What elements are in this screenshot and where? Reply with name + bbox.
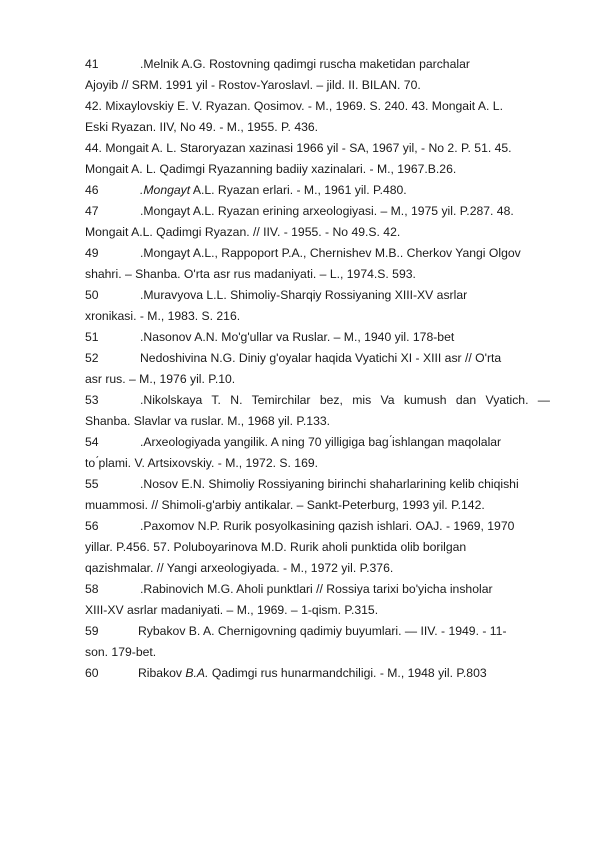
ref-text: .Mongayt A.L. Ryazan erining arxeologiyasi. – M., 1975 yil. P.287. 48. [140, 204, 514, 218]
ref-text: Shanba. Slavlar va ruslar. M., 1968 yil. P.133. [85, 414, 331, 428]
ref-text: .Arxeologiyada yangilik. A ning 70 yilligiga bag ́ishlangan maqolalar [140, 435, 502, 449]
ref-text-rest: Qadimgi rus hunarmandchiligi. - M., 1948 yil. P.803 [208, 666, 487, 680]
ref-text: .Paxomov N.P. Rurik posyolkasining qazish ishlari. OAJ. - 1969, 1970 [140, 519, 515, 533]
ref-text: asr rus. – M., 1976 yil. P.10. [85, 372, 236, 386]
ref-text: .Nasonov A.N. Mo'g'ullar va Ruslar. – M., 1940 yil. 178-bet [140, 330, 455, 344]
ref-text: Eski Ryazan. IIV, No 49. - M., 1955. P. 436. [85, 120, 319, 134]
ref-number: 58 [85, 582, 99, 596]
ref-number: 55 [85, 477, 99, 491]
ref-text: .Mongayt A.L., Rappoport P.A., Chernishev M.B.. Cherkov Yangi Olgov [140, 246, 521, 260]
ref-text: .Muravyova L.L. Shimoliy-Sharqiy Rossiyaning XIII-XV asrlar [140, 288, 468, 302]
ref-text-rest: A.L. Ryazan erlari. - M., 1961 yil. P.480. [190, 183, 407, 197]
ref-number: 41 [85, 57, 99, 71]
ref-text: Nedoshivina N.G. Diniy g'oyalar haqida Vyatichi XI - XIII asr // O'rta [140, 351, 502, 365]
ref-number: 46 [85, 183, 99, 197]
ref-text: son. 179-bet. [85, 645, 157, 659]
ref-text [140, 182, 407, 198]
ref-text: 42. Mixaylovskiy E. V. Ryazan. Qosimov. - M., 1969. S. 240. 43. Mongait A. L. [85, 99, 503, 113]
ref-number: 47 [85, 204, 99, 218]
ref-text: Mongait A. L. Qadimgi Ryazanning badiiy xazinalari. - M., 1967.B.26. [85, 162, 457, 176]
ref-text: yillar. P.456. 57. Poluboyarinova M.D. Rurik aholi punktida olib borilgan [85, 540, 467, 554]
ref-number: 52 [85, 351, 99, 365]
ref-number: 54 [85, 435, 99, 449]
ref-text: XIII-XV asrlar madaniyati. – M., 1969. – 1-qism. P.315. [85, 603, 379, 617]
ref-text: .Nikolskaya T. N. Temirchilar bez, mis Va kumush dan Vyatich. — [140, 393, 550, 407]
ref-number: 53 [85, 393, 99, 407]
ref-text: .Melnik A.G. Rostovning qadimgi ruscha maketidan parchalar [140, 57, 470, 71]
ref-author-italic: .Mongayt [140, 183, 191, 197]
ref-number: 51 [85, 330, 99, 344]
ref-text: 44. Mongait A. L. Staroryazan xazinasi 1966 yil - SA, 1967 yil, - No 2. P. 51. 45. [85, 141, 512, 155]
ref-text [138, 665, 487, 681]
ref-number: 60 [85, 666, 99, 680]
ref-number: 56 [85, 519, 99, 533]
ref-number: 59 [85, 624, 99, 638]
ref-text: .Rabinovich M.G. Aholi punktlari // Rossiya tarixi bo'yicha insholar [140, 582, 493, 596]
ref-text: to ́plami. V. Artsixovskiy. - M., 1972. S. 169. [85, 456, 319, 470]
ref-author: Ribakov [138, 666, 186, 680]
ref-text: muammosi. // Shimoli-g'arbiy antikalar. – Sankt-Peterburg, 1993 yil. P.142. [85, 498, 485, 512]
ref-number: 50 [85, 288, 99, 302]
ref-number: 49 [85, 246, 99, 260]
ref-text: qazishmalar. // Yangi arxeologiyada. - M., 1972 yil. P.376. [85, 561, 394, 575]
ref-text: Ajoyib // SRM. 1991 yil - Rostov-Yaroslavl. – jild. II. BILAN. 70. [85, 78, 421, 92]
ref-text: .Nosov E.N. Shimoliy Rossiyaning birinchi shaharlarining kelib chiqishi [140, 477, 519, 491]
ref-text: xronikasi. - M., 1983. S. 216. [85, 309, 241, 323]
ref-text: Rybakov B. A. Chernigovning qadimiy buyumlari. — IIV. - 1949. - 11- [138, 624, 507, 638]
ref-author-italic: B.A. [185, 666, 209, 680]
ref-text: shahri. – Shanba. O'rta asr rus madaniyati. – L., 1974.S. 593. [85, 267, 416, 281]
ref-text: Mongait A.L. Qadimgi Ryazan. // IIV. - 1955. - No 49.S. 42. [85, 225, 401, 239]
